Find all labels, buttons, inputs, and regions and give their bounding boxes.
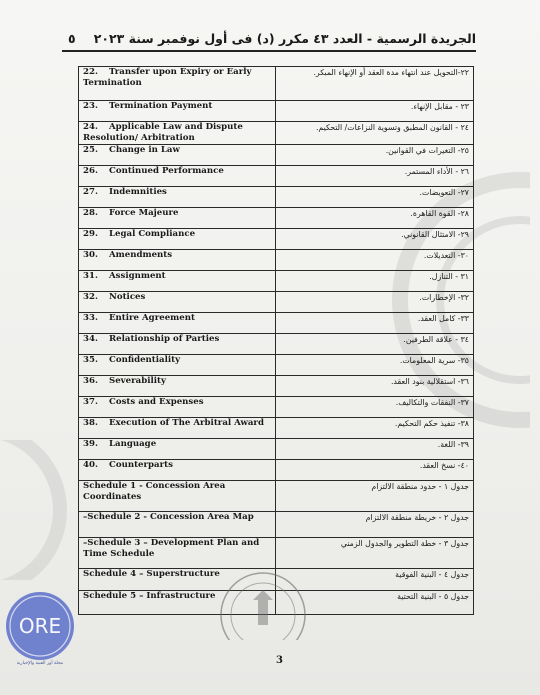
clause-number: 29.	[83, 229, 98, 239]
schedule-row	[79, 569, 474, 591]
english-clause-cell	[79, 187, 276, 208]
contents-table	[78, 66, 474, 615]
schedule-row	[79, 538, 474, 569]
table-row	[79, 355, 474, 376]
clause-number: 22.	[83, 67, 98, 77]
clause-title-en: Severability	[109, 376, 166, 386]
table-row	[79, 334, 474, 355]
table-row	[79, 67, 474, 101]
clause-title-en: Confidentiality	[109, 355, 181, 365]
english-clause-cell	[79, 67, 276, 101]
table-row	[79, 122, 474, 145]
table-row	[79, 187, 474, 208]
table-row	[79, 271, 474, 292]
clause-title-en: Costs and Expenses	[109, 397, 204, 407]
clause-title-ar: ٣٥- سرية المعلومات.	[276, 355, 474, 376]
ore-logo-icon	[4, 590, 76, 662]
clause-number: 25.	[83, 145, 98, 155]
table-row	[79, 418, 474, 439]
schedule-title-en: –Schedule 3 – Development Plan and Time Schedule	[79, 538, 276, 569]
clause-title-en: Transfer upon Expiry or Early Termination	[83, 67, 252, 88]
table-row	[79, 292, 474, 313]
clause-title-en: Amendments	[109, 250, 173, 260]
english-clause-cell	[79, 271, 276, 292]
clause-title-en: Notices	[109, 292, 146, 302]
clause-title-en: Applicable Law and Dispute Resolution/ Arbitration	[83, 122, 243, 143]
clause-title-en: Relationship of Parties	[109, 334, 220, 344]
watermark-arc-icon	[0, 440, 80, 580]
english-clause-cell	[79, 101, 276, 122]
clause-title-ar: ٢٨- القوة القاهرة.	[276, 208, 474, 229]
clause-number: 26.	[83, 166, 98, 176]
english-clause-cell	[79, 397, 276, 418]
schedule-title-ar: جدول ٣ - خطة التطوير والجدول الزمني	[276, 538, 474, 569]
table-row	[79, 313, 474, 334]
clause-title-ar: ٢٤ - القانون المطبق وتسوية النزاعات/ التحكيم.	[276, 122, 474, 145]
english-clause-cell	[79, 145, 276, 166]
clause-title-en: Continued Performance	[109, 166, 224, 176]
schedule-title-ar: جدول ٢ - خريطة منطقة الالتزام	[276, 512, 474, 538]
english-clause-cell	[79, 376, 276, 397]
clause-title-ar: ٣٩- اللغة.	[276, 439, 474, 460]
table-row	[79, 460, 474, 481]
table-row	[79, 208, 474, 229]
clause-number: 27.	[83, 187, 98, 197]
english-clause-cell	[79, 334, 276, 355]
schedule-title-en: Schedule 1 - Concession Area Coordinates	[79, 481, 276, 512]
schedule-title-ar: جدول ١ - حدود منطقة الالتزام	[276, 481, 474, 512]
english-clause-cell	[79, 460, 276, 481]
clause-number: 30.	[83, 250, 98, 260]
clause-title-ar: ٢٧- التعويضات.	[276, 187, 474, 208]
schedule-title-en: –Schedule 2 - Concession Area Map	[79, 512, 276, 538]
english-clause-cell	[79, 208, 276, 229]
clause-title-ar: ٣٧- النفقات والتكاليف.	[276, 397, 474, 418]
footer-page-number: 3	[276, 655, 283, 666]
english-clause-cell	[79, 418, 276, 439]
table-row	[79, 166, 474, 187]
clause-number: 33.	[83, 313, 98, 323]
clause-number: 36.	[83, 376, 98, 386]
schedule-title-en: Schedule 4 – Superstructure	[79, 569, 276, 591]
clause-title-ar: ٣٦- استقلالية بنود العقد.	[276, 376, 474, 397]
clause-title-en: Counterparts	[109, 460, 173, 470]
english-clause-cell	[79, 439, 276, 460]
table-row	[79, 439, 474, 460]
logo-caption: مجلة أور الفنية والإخبارية	[16, 661, 64, 666]
english-clause-cell	[79, 229, 276, 250]
table-row	[79, 376, 474, 397]
clause-title-en: Force Majeure	[109, 208, 179, 218]
clause-number: 35.	[83, 355, 98, 365]
clause-title-en: Legal Compliance	[109, 229, 196, 239]
clause-title-ar: ٣٢- الإخطارات.	[276, 292, 474, 313]
clause-title-en: Termination Payment	[109, 101, 213, 111]
clause-title-en: Language	[109, 439, 157, 449]
clause-title-en: Assignment	[109, 271, 166, 281]
schedule-title-en: Schedule 5 – Infrastructure	[79, 591, 276, 615]
english-clause-cell	[79, 122, 276, 145]
schedule-row	[79, 481, 474, 512]
clause-number: 37.	[83, 397, 98, 407]
clause-number: 38.	[83, 418, 98, 428]
table-row	[79, 397, 474, 418]
clause-number: 40.	[83, 460, 98, 470]
clause-number: 34.	[83, 334, 98, 344]
clause-number: 39.	[83, 439, 98, 449]
table-row	[79, 101, 474, 122]
english-clause-cell	[79, 292, 276, 313]
page-header	[62, 28, 476, 52]
clause-title-ar: ٢٥- التغيرات في القوانين.	[276, 145, 474, 166]
clause-title-ar: ٣٣- كامل العقد.	[276, 313, 474, 334]
clause-title-en: Execution of The Arbitral Award	[109, 418, 264, 428]
clause-number: 32.	[83, 292, 98, 302]
clause-title-ar: ٣٠- التعديلات.	[276, 250, 474, 271]
clause-number: 31.	[83, 271, 98, 281]
header-title: الجريدة الرسمية - العدد ٤٣ مكرر (د) فى أول نوفمبر سنة ٢٠٢٣	[93, 31, 476, 46]
schedule-row	[79, 512, 474, 538]
schedule-title-ar: جدول ٥ - البنية التحتية	[276, 591, 474, 615]
clause-title-ar: ٢٩- الامتثال القانوني.	[276, 229, 474, 250]
clause-number: 24.	[83, 122, 98, 132]
clause-title-en: Entire Agreement	[109, 313, 195, 323]
header-page-number: ٥	[68, 31, 76, 46]
clause-number: 23.	[83, 101, 98, 111]
clause-number: 28.	[83, 208, 98, 218]
clause-title-ar: ٣٤ - علاقة الطرفين.	[276, 334, 474, 355]
english-clause-cell	[79, 313, 276, 334]
schedule-title-ar: جدول ٤ - البنية الفوقية	[276, 569, 474, 591]
english-clause-cell	[79, 166, 276, 187]
clause-title-ar: ٢٦ - الأداء المستمر.	[276, 166, 474, 187]
svg-text:ORE: ORE	[18, 614, 62, 638]
clause-title-ar: ٣٨- تنفيذ حكم التحكيم.	[276, 418, 474, 439]
clause-title-ar: ٣١ - التنازل.	[276, 271, 474, 292]
clause-title-en: Change in Law	[109, 145, 180, 155]
schedule-row	[79, 591, 474, 615]
table-row	[79, 145, 474, 166]
english-clause-cell	[79, 250, 276, 271]
clause-title-ar: ٢٣ - مقابل الإنهاء.	[276, 101, 474, 122]
english-clause-cell	[79, 355, 276, 376]
table-row	[79, 250, 474, 271]
clause-title-en: Indemnities	[109, 187, 167, 197]
clause-title-ar: ٢٢-التحويل عند انتهاء مدة العقد أو الإنهاء المبكر.	[276, 67, 474, 101]
table-row	[79, 229, 474, 250]
clause-title-ar: ٤٠- نسخ العقد.	[276, 460, 474, 481]
